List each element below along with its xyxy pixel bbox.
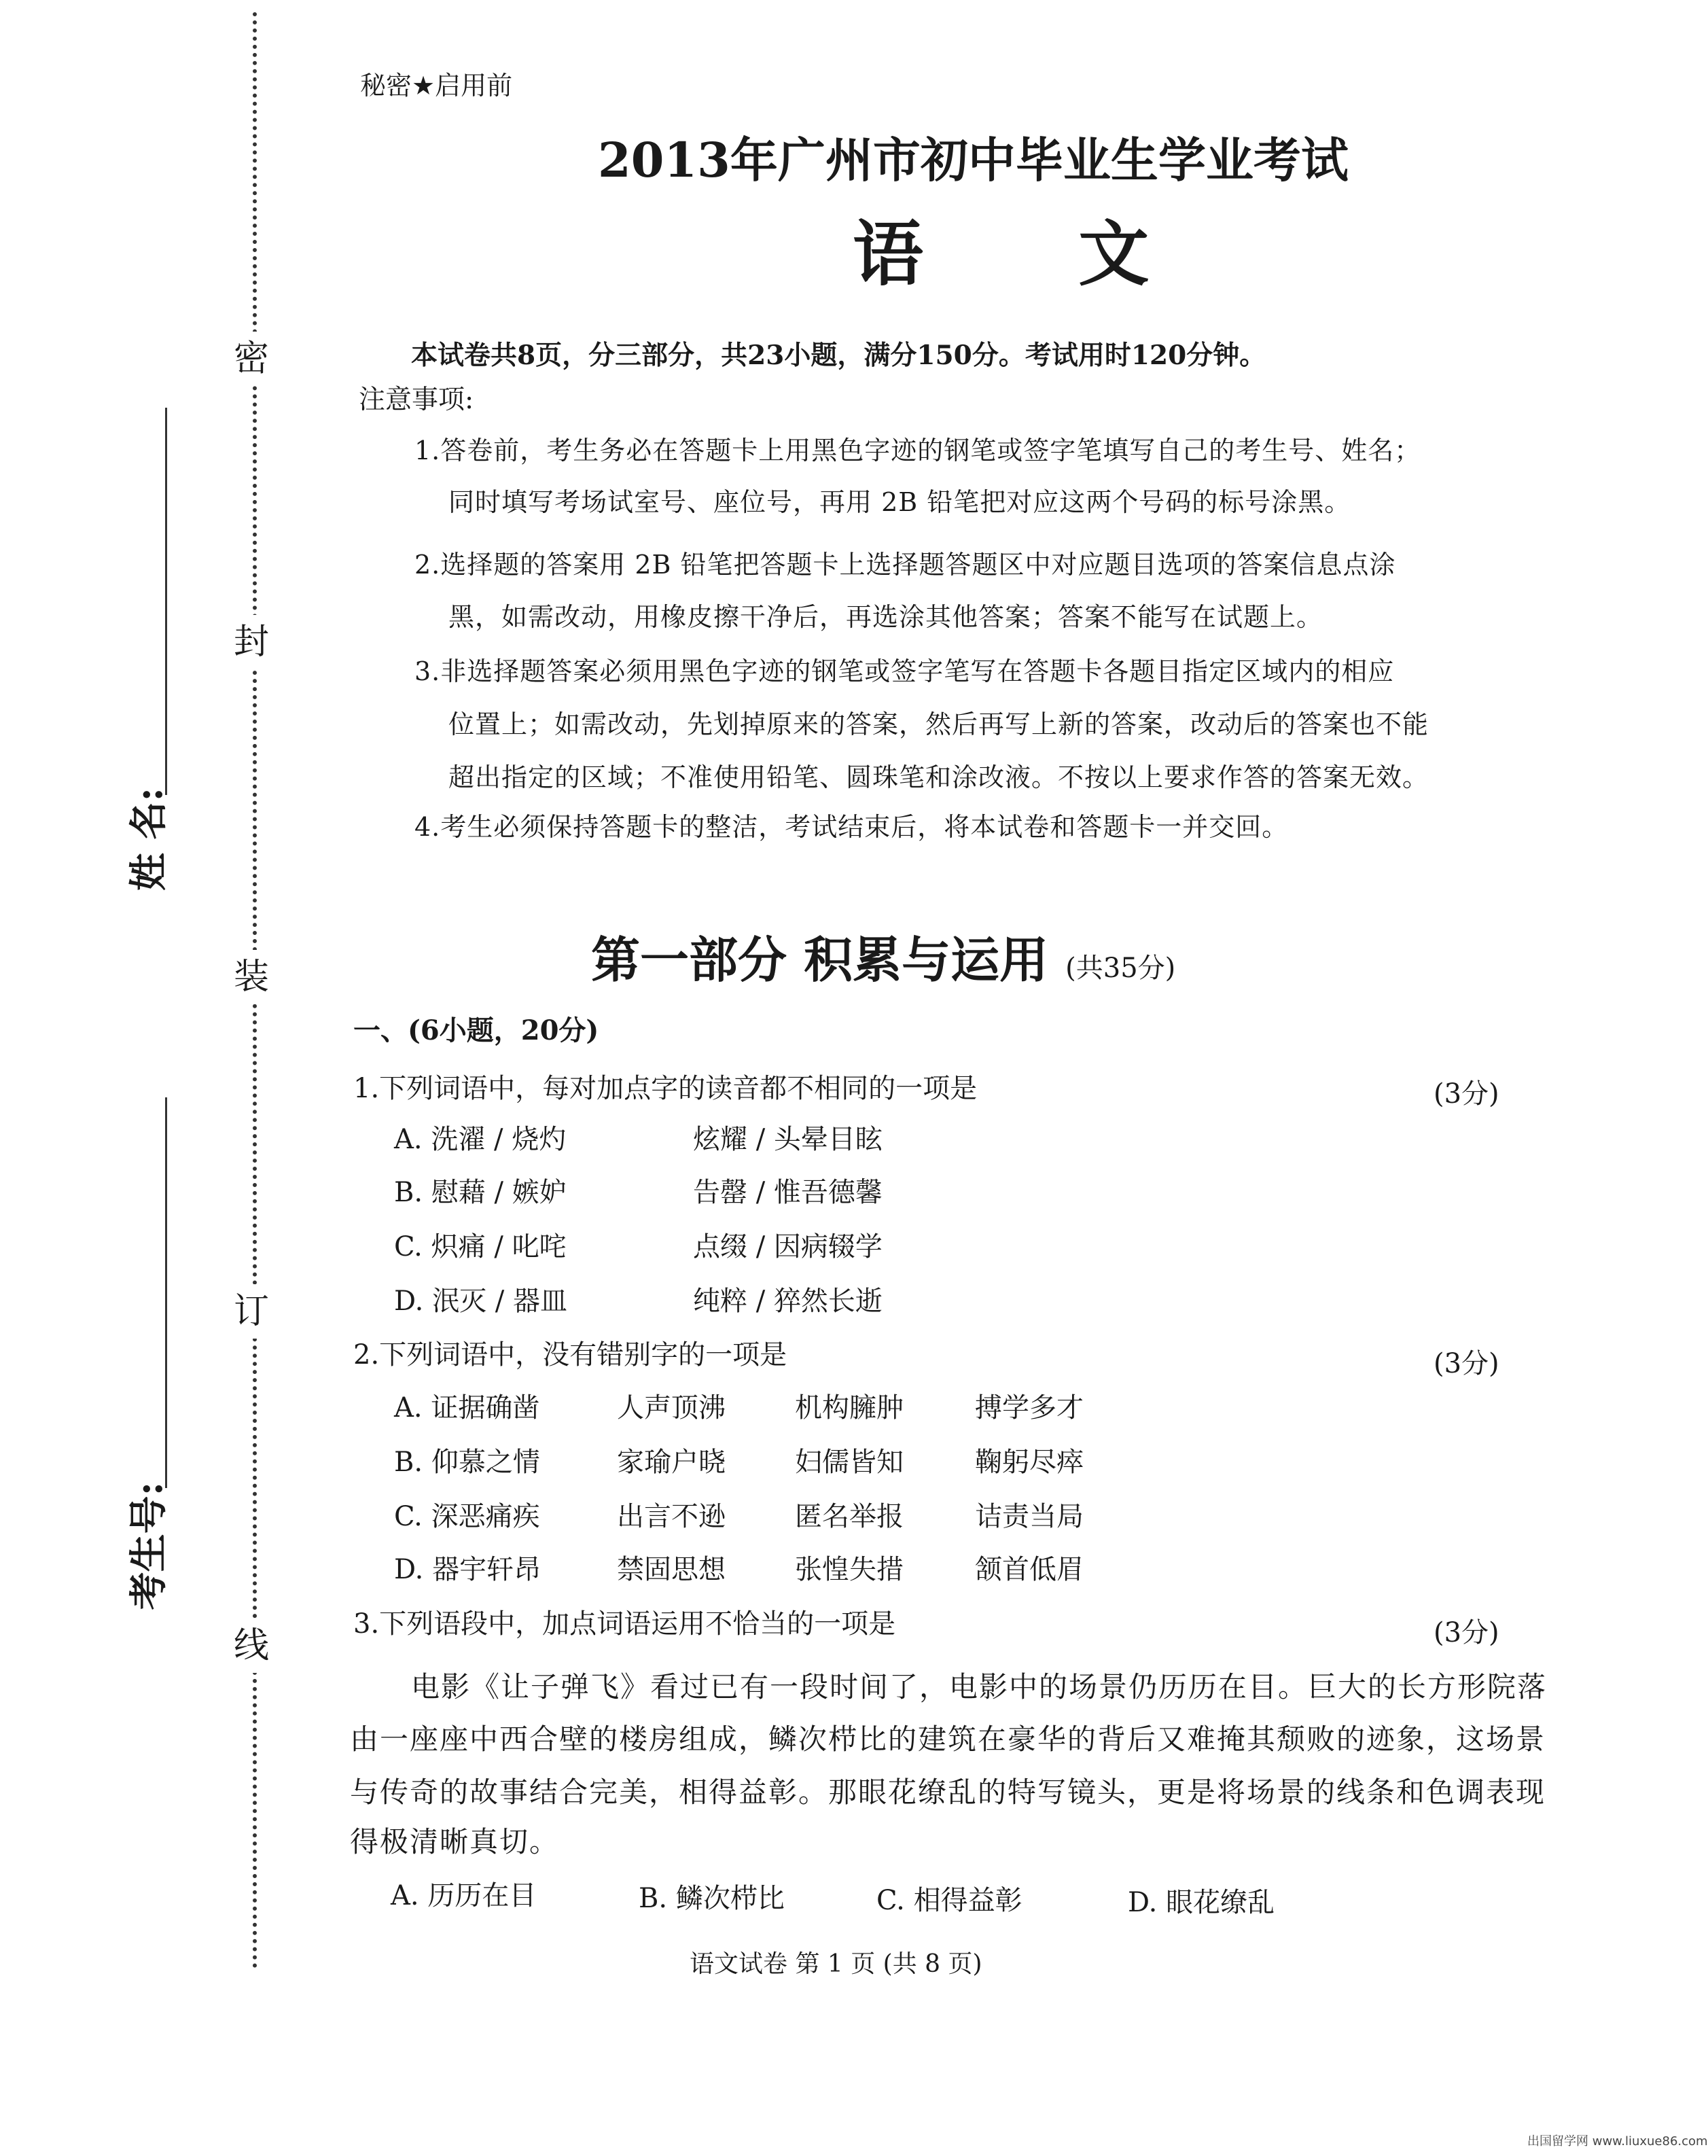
q3-passage-line: 电影《让子弹飞》看过已有一段时间了，电影中的场景仍历历在目。巨大的长方形院落: [411, 1670, 1548, 1703]
notice-line: 位置上；如需改动，先划掉原来的答案，然后再写上新的答案，改动后的答案也不能: [448, 709, 1429, 739]
q1-option-b-right: 告罄 / 惟吾德馨: [693, 1177, 883, 1208]
name-write-line[interactable]: [165, 408, 167, 795]
q2-option-d: 禁固思想: [617, 1554, 726, 1585]
q2-option-d: D. 器宇轩昂: [394, 1554, 541, 1585]
q2-option-b: B. 仰慕之情: [394, 1447, 540, 1478]
question-3-stem: 3.下列语段中，加点词语运用不恰当的一项是: [353, 1608, 896, 1640]
q3-passage-line: 由一座座中西合壁的楼房组成，鳞次栉比的建筑在豪华的背后又难掩其颓败的迹象，这场景: [350, 1722, 1546, 1756]
page-footer: 语文试卷 第 1 页 (共 8 页): [690, 1950, 982, 1978]
notice-line: 4.考生必须保持答题卡的整洁，考试结束后，将本试卷和答题卡一并交回。: [414, 812, 1289, 842]
q1-option-d-right: 纯粹 / 猝然长逝: [693, 1286, 883, 1317]
q1-option-a-right: 炫耀 / 头晕目眩: [693, 1124, 883, 1155]
q2-option-c: C. 深恶痛疾: [394, 1501, 540, 1532]
notice-line: 超出指定的区域；不准使用铅笔、圆珠笔和涂改液。不按以上要求作答的答案无效。: [448, 762, 1429, 792]
seal-char-zhuang: 装: [228, 950, 275, 1004]
notice-line: 1.答卷前，考生务必在答题卡上用黑色字迹的钢笔或签字笔填写自己的考生号、姓名；: [414, 436, 1421, 465]
q1-option-a-left: A. 洗濯 / 烧灼: [394, 1124, 567, 1155]
part-one-heading: 第一部分 积累与运用: [591, 931, 1049, 989]
q2-option-c: 匿名举报: [795, 1501, 904, 1532]
q2-option-b: 妇儒皆知: [795, 1447, 904, 1478]
q2-option-c: 出言不逊: [617, 1501, 726, 1532]
part-one-title: [591, 921, 1175, 991]
question-2-stem: 2.下列词语中，没有错别字的一项是: [353, 1339, 787, 1371]
q2-option-a: 搏学多才: [975, 1392, 1084, 1424]
q1-option-c-left: C. 炽痛 / 叱咤: [394, 1231, 567, 1262]
question-1-score: (3分): [1434, 1078, 1499, 1110]
exam-number-label: 考生号:: [126, 1481, 171, 1610]
question-2-score: (3分): [1434, 1348, 1499, 1379]
seal-char-mi: 密: [228, 332, 275, 386]
notice-line: 3.非选择题答案必须用黑色字迹的钢笔或签字笔写在答题卡各题目指定区域内的相应: [414, 656, 1395, 686]
notice-line: 黑，如需改动，用橡皮擦干净后，再选涂其他答案；答案不能写在试题上。: [448, 602, 1323, 632]
q1-option-c-right: 点缀 / 因病辍学: [693, 1231, 883, 1262]
q2-option-a: A. 证据确凿: [394, 1392, 540, 1424]
notice-line: 同时填写考场试室号、座位号，再用 2B 铅笔把对应这两个号码的标号涂黑。: [448, 487, 1351, 517]
exam-intro: 本试卷共8页，分三部分，共23小题，满分150分。考试用时120分钟。: [411, 340, 1266, 371]
q3-passage-line: 与传奇的故事结合完美，相得益彰。那眼花缭乱的特写镜头，更是将场景的线条和色调表现: [350, 1775, 1546, 1809]
q2-option-a: 机构臃肿: [795, 1392, 904, 1424]
q3-passage-line: 得极清晰真切。: [350, 1825, 560, 1858]
question-3-score: (3分): [1434, 1617, 1499, 1648]
site-watermark: 出国留学网 www.liuxue86.com: [1527, 2134, 1708, 2149]
q2-option-d: 颔首低眉: [975, 1554, 1084, 1585]
q1-option-b-left: B. 慰藉 / 嫉妒: [394, 1177, 567, 1208]
confidential-mark: 秘密★启用前: [360, 71, 513, 101]
q1-option-d-left: D. 泯灭 / 器皿: [394, 1286, 567, 1317]
q2-option-a: 人声顶沸: [617, 1392, 726, 1424]
seal-char-feng: 封: [228, 615, 275, 669]
name-label: 姓 名:: [126, 787, 171, 891]
seal-char-xian: 线: [228, 1619, 275, 1673]
seal-char-ding: 订: [228, 1284, 275, 1339]
q3-option-b: B. 鳞次栉比: [639, 1883, 785, 1914]
notice-line: 2.选择题的答案用 2B 铅笔把答题卡上选择题答题区中对应题目选项的答案信息点涂: [414, 550, 1396, 580]
q3-option-d: D. 眼花缭乱: [1128, 1887, 1275, 1918]
part-one-score: (共35分): [1065, 953, 1176, 984]
subject-title: 语 文: [853, 212, 1215, 296]
section-one-heading: 一、(6小题，20分): [353, 1014, 599, 1046]
notice-title: 注意事项:: [359, 385, 474, 415]
q2-option-b: 鞠躬尽瘁: [975, 1447, 1084, 1478]
q2-option-b: 家瑜户晓: [617, 1447, 726, 1478]
q2-option-d: 张惶失措: [795, 1554, 904, 1585]
q2-option-c: 诘责当局: [975, 1501, 1084, 1532]
q3-option-a: A. 历历在目: [391, 1880, 537, 1911]
exam-number-write-line[interactable]: [165, 1097, 167, 1488]
exam-title: 2013年广州市初中毕业生学业考试: [598, 132, 1349, 188]
question-1-stem: 1.下列词语中，每对加点字的读音都不相同的一项是: [353, 1073, 978, 1104]
q3-option-c: C. 相得益彰: [876, 1885, 1022, 1916]
